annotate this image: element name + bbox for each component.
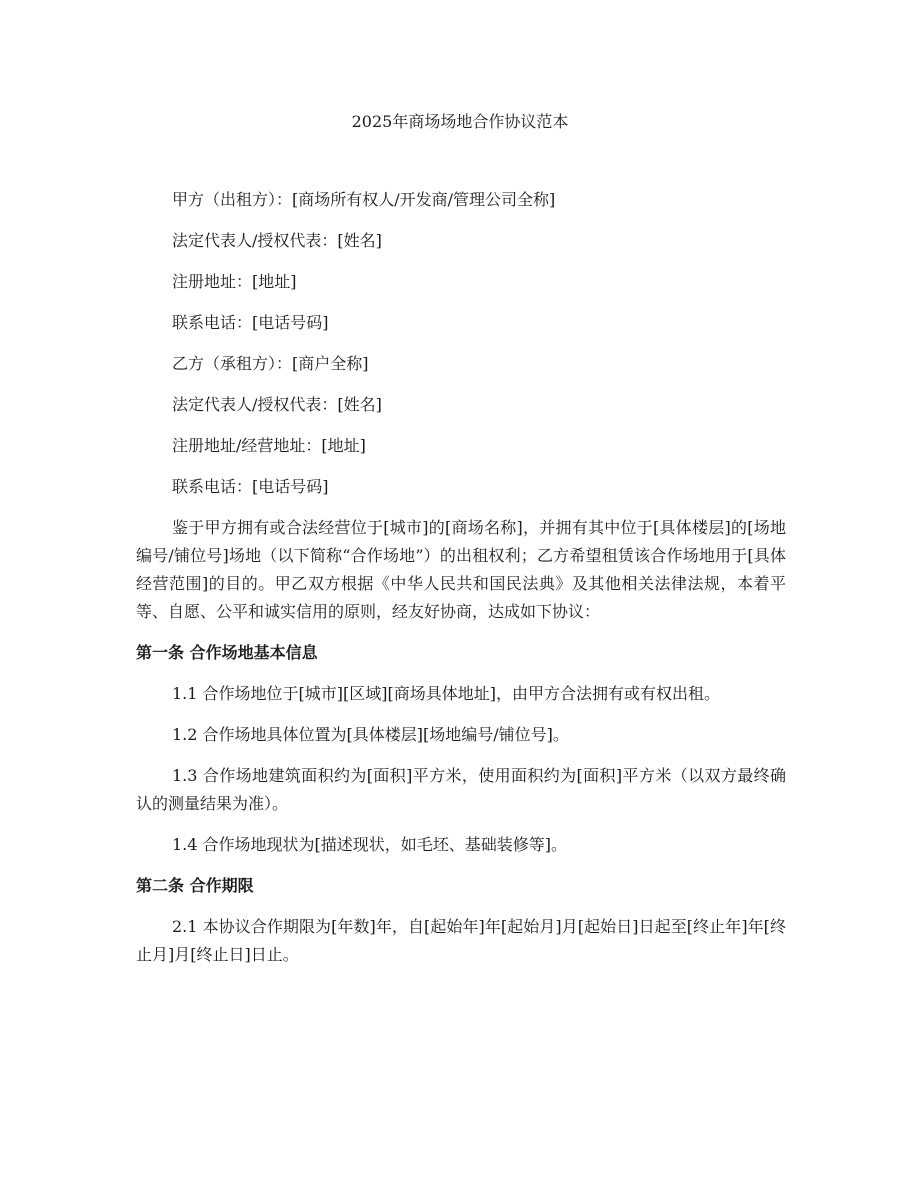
party-a-label: 甲方（出租方）：[商场所有权人/开发商/管理公司全称] [172,190,556,209]
document-title: 2025年商场场地合作协议范本 [351,112,569,131]
document-body [136,186,786,982]
party-a-address: 注册地址：[地址] [172,272,297,291]
clause-1-1: 1.1 合作场地位于[城市][区域][商场具体地址]，由甲方合法拥有或有权出租。 [172,684,720,703]
preamble-paragraph: 鉴于甲方拥有或合法经营位于[城市]的[商场名称]，并拥有其中位于[具体楼层]的[场地编号/铺位号]场地（以下简称“合作场地”）的出租权利；乙方希望租赁该合作场地用于[具体经营范围]的目的。甲乙双方根据《中华人民共和国民法典》及其他相关法律法规，本着平等、自愿、公平和诚实信用的原则，经友好协商，达成如下协议： [136,518,786,621]
party-a-representative: 法定代表人/授权代表：[姓名] [172,231,382,250]
clause-1-3: 1.3 合作场地建筑面积约为[面积]平方米，使用面积约为[面积]平方米（以双方最终确认的测量结果为准）。 [136,766,786,813]
clause-1-4: 1.4 合作场地现状为[描述现状，如毛坯、基础装修等]。 [172,835,568,854]
section-2-heading: 第二条 合作期限 [136,876,254,895]
party-a-phone: 联系电话：[电话号码] [172,313,329,332]
party-b-label: 乙方（承租方）：[商户全称] [172,354,369,373]
clause-1-2: 1.2 合作场地具体位置为[具体楼层][场地编号/铺位号]。 [172,725,569,744]
section-1-heading: 第一条 合作场地基本信息 [136,643,318,662]
party-b-address: 注册地址/经营地址：[地址] [172,436,366,455]
party-b-representative: 法定代表人/授权代表：[姓名] [172,395,382,414]
party-b-phone: 联系电话：[电话号码] [172,477,329,496]
clause-2-1: 2.1 本协议合作期限为[年数]年，自[起始年]年[起始月]月[起始日]日起至[终止年]年[终止月]月[终止日]日止。 [136,917,786,964]
